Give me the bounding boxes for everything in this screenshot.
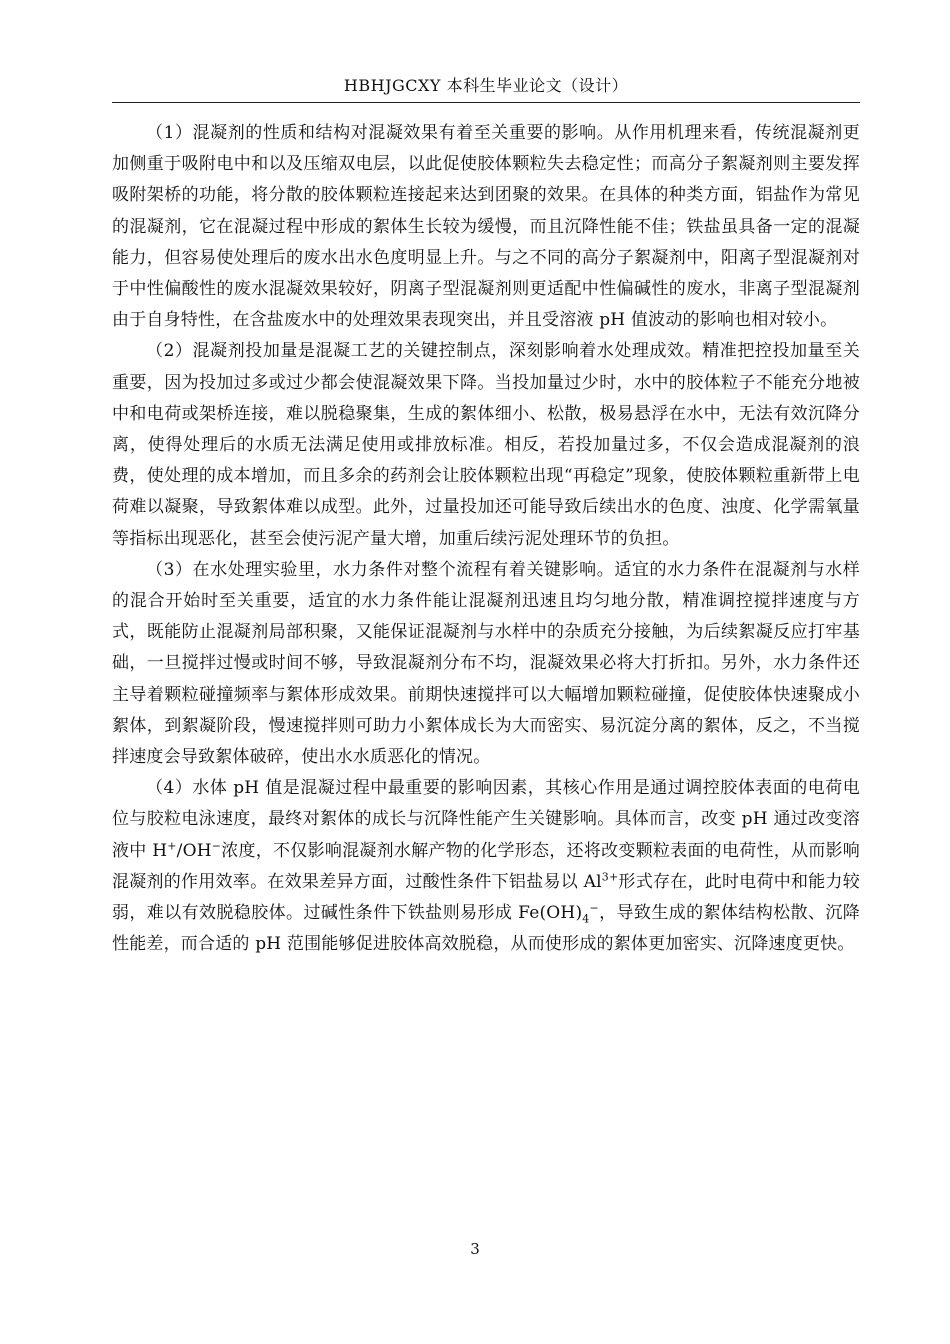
page-header xyxy=(112,72,860,103)
paragraph-4-text-4: 形式存在，此时电荷中和能力较弱，难以有效脱稳胶体。过碱性条件下铁盐则易形成 Fe(OH) xyxy=(112,871,860,924)
paragraph-4-text-5: ，导致生成的絮体结构松散、沉降性能差，而合适的 pH 范围能够促进胶体高效脱稳，从而使形成的絮体更加密实、沉降速度更快。 xyxy=(112,903,861,955)
paragraph-3: （3）在水处理实验里，水力条件对整个流程有着关键影响。适宜的水力条件在混凝剂与水样的混合开始时至关重要，适宜的水力条件能让混凝剂迅速且均匀地分散，精准调控搅拌速度与方式，既能防止混凝剂局部积聚，又能保证混凝剂与水样中的杂质充分接触，为后续絮凝反应打牢基础，一旦搅拌过慢或时间不够，导致混凝剂分布不均，混凝效果必将大打折扣。另外，水力条件还主导着颗粒碰撞频率与絮体形成效果。前期快速搅拌可以大幅增加颗粒碰撞，促使胶体快速聚成小絮体，到絮凝阶段，慢速搅拌则可助力小絮体成长为大而密实、易沉淀分离的絮体，反之，不当搅拌速度会导致絮体破碎，使出水水质恶化的情况。 xyxy=(112,559,860,768)
paragraph-1: （1）混凝剂的性质和结构对混凝效果有着至关重要的影响。从作用机理来看，传统混凝剂更加侧重于吸附电中和以及压缩双电层，以此促使胶体颗粒失去稳定性；而高分子絮凝剂则主要发挥吸附架桥的功能，将分散的胶体颗粒连接起来达到团聚的效果。在具体的种类方面，铝盐作为常见的混凝剂，它在混凝过程中形成的絮体生长较为缓慢，而且沉降性能不佳；铁盐虽具备一定的混凝能力，但容易使处理后的废水出水色度明显上升。与之不同的高分子絮凝剂中，阳离子型混凝剂对于中性偏酸性的废水混凝效果较好，阴离子型混凝剂则更适配中性偏碱性的废水，非离子型混凝剂由于自身特性，在含盐废水中的处理效果表现突出，并且受溶液 pH 值波动的影响也相对较小。 xyxy=(112,123,860,331)
paragraph-4-text-3: 浓度，不仅影响混凝剂水解产物的化学形态，还将改变颗粒表面的电荷性，从而影响混凝剂的作用效率。在效果差异方面，过酸性条件下铝盐易以 Al xyxy=(112,840,860,892)
oh-minus-superscript: − xyxy=(211,839,222,853)
fe-oh-charge-superscript: − xyxy=(589,901,599,915)
fe-oh-subscript: 4 xyxy=(582,912,590,926)
h-plus-superscript: + xyxy=(167,839,177,853)
al-charge-superscript: 3+ xyxy=(601,870,619,884)
paragraph-4-text-2: /OH xyxy=(176,840,212,861)
paragraph-4-text-1: （4）水体 pH 值是混凝过程中最重要的影响因素，其核心作用是通过调控胶体表面的电荷电位与胶粒电泳速度，最终对絮体的成长与沉降性能产生关键影响。具体而言，改变 pH 通过改变溶液中 H xyxy=(112,778,860,861)
paragraph-4 xyxy=(112,773,860,960)
paragraph-2: （2）混凝剂投加量是混凝工艺的关键控制点，深刻影响着水处理成效。精准把控投加量至关重要，因为投加过多或过少都会使混凝效果下降。当投加量过少时，水中的胶体粒子不能充分地被中和电荷或架桥连接，难以脱稳聚集，生成的絮体细小、松散，极易悬浮在水中，无法有效沉降分离，使得处理后的水质无法满足使用或排放标准。相反，若投加量过多，不仅会造成混凝剂的浪费，使处理的成本增加，而且多余的药剂会让胶体颗粒出现“再稳定”现象，使胶体颗粒重新带上电荷难以凝聚，导致絮体难以成型。此外，过量投加还可能导致后续出水的色度、浊度、化学需氧量等指标出现恶化，甚至会使污泥产量大增，加重后续污泥处理环节的负担。 xyxy=(112,341,860,549)
header-title: HBHJGCXY 本科生毕业论文（设计） xyxy=(343,76,629,95)
body-text xyxy=(112,118,860,960)
page-number: 3 xyxy=(470,1240,480,1258)
